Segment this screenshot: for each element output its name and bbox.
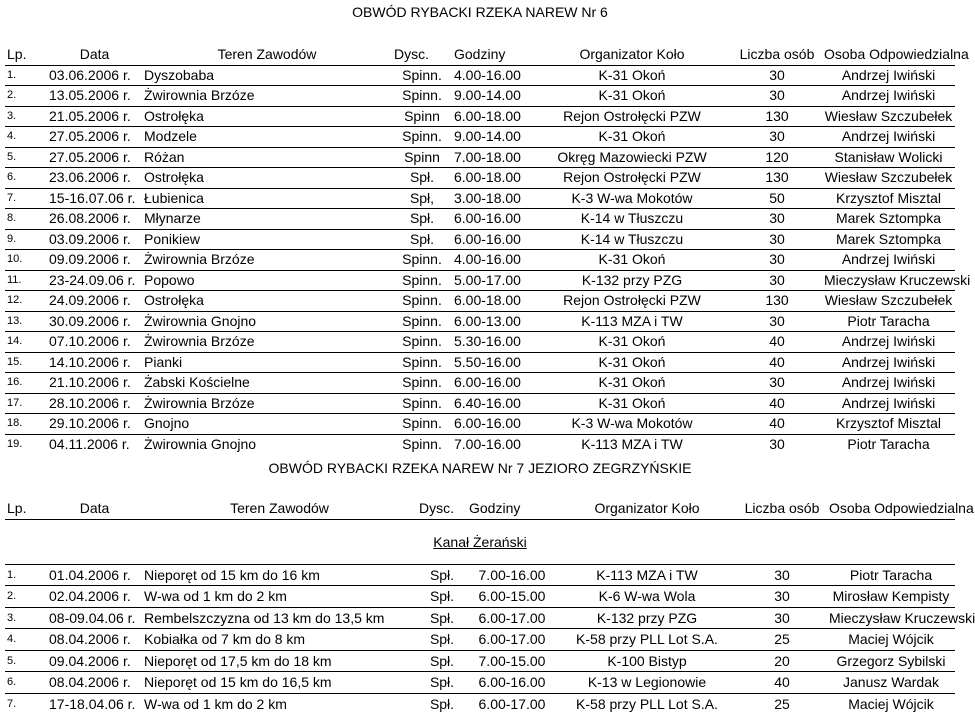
cell-dysc: Spł. xyxy=(409,230,435,247)
cell-godziny: 6.00-16.00 xyxy=(454,374,521,390)
cell-teren: Nieporęt od 15 km do 16 km xyxy=(144,566,320,583)
cell-lp: 19. xyxy=(7,437,23,450)
table-row xyxy=(5,629,955,651)
subtitle-row xyxy=(5,519,955,564)
cell-teren: W-wa od 1 km do 2 km xyxy=(144,588,287,604)
table-row xyxy=(5,434,955,454)
cell-organizator: K-31 Okoń xyxy=(598,394,666,411)
cell-data: 21.10.2006 r. xyxy=(49,374,131,390)
cell-dysc: Spinn. xyxy=(402,394,442,411)
cell-organizator: K-58 przy PLL Lot S.A. xyxy=(576,631,718,647)
cell-godziny: 4.00-16.00 xyxy=(454,66,521,83)
cell-teren: Nieporęt od 17,5 km do 18 km xyxy=(144,652,332,669)
cell-godziny: 9.00-14.00 xyxy=(454,128,521,144)
table-row xyxy=(5,352,955,373)
cell-liczba: 30 xyxy=(769,312,785,329)
cell-lp: 1. xyxy=(7,568,17,581)
cell-osoba: Mirosław Kempisty xyxy=(832,588,950,604)
cell-teren: Kobiałka od 7 km do 8 km xyxy=(144,631,306,647)
cell-dysc: Spinn. xyxy=(402,66,442,83)
cell-lp: 9. xyxy=(7,232,17,245)
cell-osoba: Andrzej Iwiński xyxy=(841,394,936,411)
cell-organizator: K-6 W-wa Wola xyxy=(598,588,696,604)
cell-lp: 14. xyxy=(7,335,23,347)
cell-organizator: K-31 Okoń xyxy=(598,128,666,144)
cell-osoba: Piotr Taracha xyxy=(849,566,933,583)
cell-dysc: Spinn xyxy=(404,107,440,124)
cell-lp: 17. xyxy=(7,396,23,409)
cell-teren: Żwirownia Gnojno xyxy=(144,312,257,329)
cell-osoba: Marek Sztompka xyxy=(835,210,942,226)
table-row xyxy=(5,311,955,332)
header-teren: Teren Zawodów xyxy=(217,46,317,62)
cell-organizator: K-113 MZA i TW xyxy=(581,312,683,329)
cell-data: 07.10.2006 r. xyxy=(49,333,131,349)
table-row xyxy=(5,86,955,107)
cell-osoba: Stanisław Wolicki xyxy=(834,148,943,165)
cell-lp: 1. xyxy=(7,68,17,81)
cell-osoba: Wiesław Szczubełek xyxy=(824,169,953,185)
header-teren: Teren Zawodów xyxy=(230,500,329,516)
table-row xyxy=(5,270,955,291)
cell-osoba: Grzegorz Sybilski xyxy=(836,652,946,669)
cell-organizator: Rejon Ostrołęcki PZW xyxy=(563,169,701,185)
cell-teren: Ostrołęka xyxy=(144,292,204,308)
cell-osoba: Andrzej Iwiński xyxy=(841,353,936,370)
cell-godziny: 3.00-18.00 xyxy=(454,189,521,206)
header-dysc: Dysc. xyxy=(394,46,429,62)
cell-liczba: 30 xyxy=(774,566,790,583)
schedule-table-nr6 xyxy=(5,45,971,454)
cell-organizator: K-31 Okoń xyxy=(598,333,666,349)
cell-teren: Gnojno xyxy=(144,415,190,431)
table-row xyxy=(5,373,955,394)
cell-lp: 16. xyxy=(7,376,23,388)
cell-liczba: 30 xyxy=(769,271,785,288)
cell-dysc: Spł. xyxy=(429,566,455,583)
cell-teren: Popowo xyxy=(144,271,195,288)
table-row xyxy=(5,693,955,714)
table-row xyxy=(5,106,955,127)
table-row xyxy=(5,229,955,250)
cell-data: 09.04.2006 r. xyxy=(49,652,131,669)
cell-data: 03.09.2006 r. xyxy=(49,230,131,247)
header-osoba: Osoba Odpowiedzialna xyxy=(829,500,974,516)
cell-organizator: K-132 przy PZG xyxy=(581,271,683,288)
cell-osoba: Andrzej Iwiński xyxy=(841,87,936,103)
cell-osoba: Janusz Wardak xyxy=(843,674,939,690)
cell-godziny: 6.00-17.00 xyxy=(478,609,546,626)
cell-lp: 15. xyxy=(7,355,23,368)
cell-organizator: K-31 Okoń xyxy=(598,251,666,267)
cell-organizator: K-31 Okoń xyxy=(598,353,666,370)
cell-data: 23.06.2006 r. xyxy=(49,169,131,185)
cell-teren: Żwirownia Gnojno xyxy=(144,435,257,452)
table-row xyxy=(5,607,955,629)
cell-osoba: Krzysztof Misztal xyxy=(835,415,941,431)
table-row xyxy=(5,188,955,209)
cell-data: 28.10.2006 r. xyxy=(49,394,131,411)
header-data: Data xyxy=(79,46,110,62)
cell-lp: 18. xyxy=(7,417,23,429)
cell-data: 23-24.09.06 r. xyxy=(49,271,136,288)
table-row xyxy=(5,414,955,435)
cell-osoba: Andrzej Iwiński xyxy=(841,128,936,144)
cell-organizator: K-31 Okoń xyxy=(598,87,666,103)
cell-data: 13.05.2006 r. xyxy=(49,87,131,103)
cell-dysc: Spł. xyxy=(429,652,455,669)
table-row xyxy=(5,332,955,353)
cell-liczba: 30 xyxy=(769,128,785,144)
cell-teren: Łubienica xyxy=(144,189,204,206)
cell-liczba: 30 xyxy=(769,435,785,452)
cell-dysc: Spinn. xyxy=(402,333,442,349)
cell-data: 21.05.2006 r. xyxy=(49,107,131,124)
cell-liczba: 30 xyxy=(769,251,785,267)
cell-teren: Modzele xyxy=(144,128,197,144)
schedule-table-nr7 xyxy=(5,498,975,714)
cell-osoba: Wiesław Szczubełek xyxy=(824,292,953,308)
cell-data: 04.11.2006 r. xyxy=(49,435,130,452)
header-lp: Lp. xyxy=(7,500,27,516)
cell-data: 03.06.2006 r. xyxy=(49,66,131,83)
cell-lp: 10. xyxy=(7,253,23,265)
section2-title: OBWÓD RYBACKI RZEKA NAREW Nr 7 JEZIORO ZEGRZYŃSKIE xyxy=(268,460,692,476)
cell-dysc: Spł, xyxy=(409,189,435,206)
cell-liczba: 30 xyxy=(769,210,785,226)
cell-godziny: 6.00-16.00 xyxy=(454,415,521,431)
header-dysc: Dysc. xyxy=(419,500,454,516)
cell-organizator: Rejon Ostrołęcki PZW xyxy=(563,292,701,308)
cell-osoba: Mieczysław Kruczewski xyxy=(824,271,971,288)
cell-teren: Młynarze xyxy=(144,210,201,226)
cell-osoba: Piotr Taracha xyxy=(847,312,930,329)
cell-godziny: 6.40-16.00 xyxy=(454,394,521,411)
table-row xyxy=(5,65,955,86)
cell-godziny: 7.00-16.00 xyxy=(478,566,546,583)
cell-godziny: 6.00-17.00 xyxy=(478,631,546,647)
section1-title: OBWÓD RYBACKI RZEKA NAREW Nr 6 xyxy=(352,4,608,20)
cell-organizator: K-31 Okoń xyxy=(598,66,666,83)
cell-lp: 4. xyxy=(7,633,17,645)
cell-dysc: Spinn. xyxy=(402,415,442,431)
cell-liczba: 30 xyxy=(769,87,785,103)
table-row xyxy=(5,586,955,608)
cell-lp: 11. xyxy=(7,273,22,286)
cell-godziny: 6.00-18.00 xyxy=(454,169,521,185)
cell-teren: Nieporęt od 15 km do 16,5 km xyxy=(144,674,332,690)
cell-dysc: Spinn. xyxy=(402,374,442,390)
cell-data: 30.09.2006 r. xyxy=(49,312,131,329)
header-godziny: Godziny xyxy=(454,46,506,62)
cell-data: 27.05.2006 r. xyxy=(49,128,131,144)
cell-dysc: Spinn. xyxy=(402,128,442,144)
table-row xyxy=(5,291,955,312)
cell-godziny: 6.00-18.00 xyxy=(454,107,521,124)
header-lp: Lp. xyxy=(7,46,27,62)
cell-osoba: Wiesław Szczubełek xyxy=(824,107,953,124)
table-row xyxy=(5,127,955,148)
cell-dysc: Spinn. xyxy=(402,271,442,288)
cell-data: 02.04.2006 r. xyxy=(49,588,131,604)
cell-liczba: 130 xyxy=(765,169,789,185)
header-liczba: Liczba osób xyxy=(739,46,815,62)
table-row xyxy=(5,650,955,672)
cell-osoba: Andrzej Iwiński xyxy=(841,374,936,390)
cell-dysc: Spł. xyxy=(429,695,455,712)
cell-organizator: Okręg Mazowiecki PZW xyxy=(557,148,707,165)
cell-dysc: Spł. xyxy=(429,674,455,690)
cell-lp: 5. xyxy=(7,150,17,163)
cell-liczba: 130 xyxy=(765,292,789,308)
cell-liczba: 30 xyxy=(769,230,785,247)
cell-liczba: 25 xyxy=(774,695,790,712)
cell-data: 08.04.2006 r. xyxy=(49,674,131,690)
cell-lp: 3. xyxy=(7,611,17,624)
cell-data: 01.04.2006 r. xyxy=(49,566,131,583)
cell-lp: 7. xyxy=(7,697,17,710)
cell-lp: 7. xyxy=(7,191,17,204)
cell-organizator: K-132 przy PZG xyxy=(596,609,698,626)
cell-osoba: Maciej Wójcik xyxy=(848,631,934,647)
cell-liczba: 30 xyxy=(769,374,785,390)
cell-godziny: 5.30-16.00 xyxy=(454,333,521,349)
table-row xyxy=(5,250,955,271)
cell-lp: 2. xyxy=(7,89,17,101)
cell-organizator: Rejon Ostrołęcki PZW xyxy=(563,107,701,124)
cell-godziny: 6.00-18.00 xyxy=(454,292,521,308)
cell-data: 14.10.2006 r. xyxy=(49,353,131,370)
cell-data: 27.05.2006 r. xyxy=(49,148,131,165)
cell-liczba: 30 xyxy=(774,609,790,626)
cell-organizator: K-14 w Tłuszczu xyxy=(580,230,684,247)
cell-organizator: K-113 MZA i TW xyxy=(581,435,683,452)
cell-data: 08-09.04.06 r. xyxy=(49,609,136,626)
header-data: Data xyxy=(79,500,110,516)
cell-liczba: 50 xyxy=(769,189,785,206)
cell-godziny: 4.00-16.00 xyxy=(454,251,521,267)
cell-godziny: 9.00-14.00 xyxy=(454,87,521,103)
cell-lp: 6. xyxy=(7,171,17,183)
cell-lp: 5. xyxy=(7,654,17,667)
cell-godziny: 5.00-17.00 xyxy=(454,271,521,288)
cell-data: 09.09.2006 r. xyxy=(49,251,131,267)
cell-data: 29.10.2006 r. xyxy=(49,415,131,431)
cell-teren: Ostrołęka xyxy=(144,169,204,185)
cell-dysc: Spł. xyxy=(429,609,455,626)
cell-organizator: K-100 Bistyp xyxy=(607,652,687,669)
cell-teren: Żwirownia Brzóze xyxy=(144,394,255,411)
cell-osoba: Andrzej Iwiński xyxy=(841,333,936,349)
section2-subtitle: Kanał Żerański xyxy=(433,533,527,550)
cell-godziny: 6.00-17.00 xyxy=(478,695,546,712)
cell-godziny: 6.00-16.00 xyxy=(454,210,521,226)
cell-organizator: K-58 przy PLL Lot S.A. xyxy=(576,695,718,712)
cell-teren: Żabski Kościelne xyxy=(144,374,250,390)
cell-dysc: Spł. xyxy=(429,588,455,604)
cell-teren: Ponikiew xyxy=(144,230,201,247)
cell-dysc: Spł. xyxy=(409,210,435,226)
cell-dysc: Spinn. xyxy=(402,435,442,452)
cell-teren: Ostrołęka xyxy=(144,107,204,124)
header-godziny: Godziny xyxy=(469,500,521,516)
cell-osoba: Andrzej Iwiński xyxy=(841,66,936,83)
table-header-row xyxy=(5,498,955,519)
cell-dysc: Spł. xyxy=(429,631,455,647)
cell-teren: Dyszobaba xyxy=(144,66,215,83)
cell-teren: Różan xyxy=(144,148,185,165)
table-header-row xyxy=(5,45,955,65)
cell-godziny: 6.00-15.00 xyxy=(478,588,546,604)
cell-godziny: 7.00-15.00 xyxy=(478,652,546,669)
cell-dysc: Spinn xyxy=(404,148,440,165)
cell-liczba: 25 xyxy=(774,631,790,647)
cell-dysc: Spinn. xyxy=(402,353,442,370)
cell-dysc: Spinn. xyxy=(402,87,442,103)
cell-lp: 2. xyxy=(7,590,17,602)
cell-dysc: Spinn. xyxy=(402,251,442,267)
cell-organizator: K-31 Okoń xyxy=(598,374,666,390)
cell-data: 15-16.07.06 r. xyxy=(49,189,136,206)
cell-liczba: 40 xyxy=(769,415,785,431)
cell-organizator: K-113 MZA i TW xyxy=(596,566,698,583)
table-row xyxy=(5,672,955,694)
cell-osoba: Andrzej Iwiński xyxy=(841,251,936,267)
cell-liczba: 120 xyxy=(765,148,789,165)
cell-teren: Żwirownia Brzóze xyxy=(144,333,255,349)
cell-data: 17-18.04.06 r. xyxy=(49,695,136,712)
cell-godziny: 7.00-16.00 xyxy=(454,435,521,452)
cell-osoba: Krzysztof Misztal xyxy=(835,189,941,206)
table-row xyxy=(5,147,955,168)
cell-organizator: K-13 w Legionowie xyxy=(587,674,707,690)
cell-teren: Żwirownia Brzóze xyxy=(144,87,255,103)
cell-dysc: Spinn. xyxy=(402,292,442,308)
cell-data: 26.08.2006 r. xyxy=(49,210,131,226)
cell-lp: 13. xyxy=(7,314,23,327)
cell-organizator: K-3 W-wa Mokotów xyxy=(571,189,693,206)
cell-osoba: Mieczysław Kruczewski xyxy=(829,609,975,626)
cell-liczba: 40 xyxy=(769,394,785,411)
cell-godziny: 5.50-16.00 xyxy=(454,353,521,370)
table-row xyxy=(5,564,955,586)
header-osoba: Osoba Odpowiedzialna xyxy=(824,46,969,62)
cell-liczba: 30 xyxy=(774,588,790,604)
cell-lp: 12. xyxy=(7,294,23,306)
header-liczba: Liczba osób xyxy=(744,500,820,516)
cell-dysc: Spł. xyxy=(409,169,435,185)
cell-teren: Pianki xyxy=(144,353,183,370)
table-row xyxy=(5,168,955,189)
cell-organizator: K-3 W-wa Mokotów xyxy=(571,415,693,431)
cell-liczba: 20 xyxy=(774,652,790,669)
cell-osoba: Piotr Taracha xyxy=(847,435,930,452)
cell-liczba: 40 xyxy=(774,674,790,690)
cell-data: 24.09.2006 r. xyxy=(49,292,131,308)
cell-dysc: Spinn. xyxy=(402,312,442,329)
cell-lp: 8. xyxy=(7,212,17,224)
cell-teren: W-wa od 1 km do 2 km xyxy=(144,695,287,712)
table-row xyxy=(5,393,955,414)
cell-data: 08.04.2006 r. xyxy=(49,631,131,647)
cell-godziny: 6.00-16.00 xyxy=(478,674,546,690)
table-row xyxy=(5,209,955,230)
cell-liczba: 40 xyxy=(769,353,785,370)
cell-liczba: 40 xyxy=(769,333,785,349)
cell-godziny: 7.00-18.00 xyxy=(454,148,521,165)
cell-lp: 4. xyxy=(7,130,17,142)
cell-teren: Żwirownia Brzóze xyxy=(144,251,255,267)
cell-lp: 6. xyxy=(7,676,17,688)
cell-osoba: Maciej Wójcik xyxy=(848,695,934,712)
header-organizator: Organizator Koło xyxy=(579,46,685,62)
header-organizator: Organizator Koło xyxy=(594,500,700,516)
cell-osoba: Marek Sztompka xyxy=(835,230,942,247)
cell-liczba: 30 xyxy=(769,66,785,83)
cell-godziny: 6.00-13.00 xyxy=(454,312,521,329)
cell-lp: 3. xyxy=(7,109,17,122)
cell-godziny: 6.00-16.00 xyxy=(454,230,521,247)
cell-teren: Rembelszczyzna od 13 km do 13,5 km xyxy=(144,609,385,626)
cell-liczba: 130 xyxy=(765,107,789,124)
cell-organizator: K-14 w Tłuszczu xyxy=(580,210,684,226)
